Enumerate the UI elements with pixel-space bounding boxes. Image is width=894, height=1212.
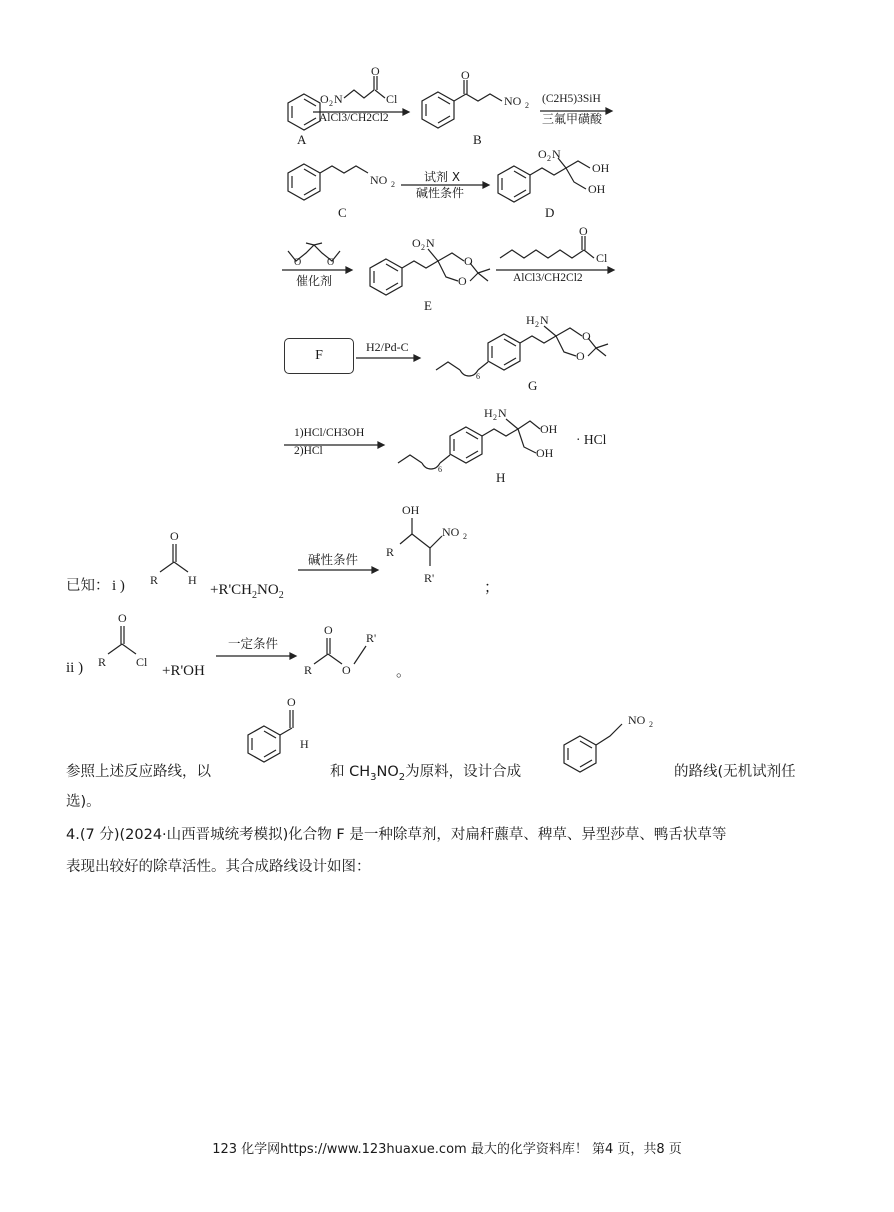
known-ii-condition: 一定条件 <box>228 636 279 651</box>
svg-text:R: R <box>386 545 395 559</box>
compound-a-label: A <box>297 132 307 147</box>
svg-text:O: O <box>579 224 588 238</box>
svg-text:NO: NO <box>504 94 522 108</box>
compound-h-label: H <box>496 470 506 485</box>
design-part2-text: 和 CH <box>330 764 371 780</box>
svg-text:H: H <box>300 737 309 751</box>
svg-text:2: 2 <box>525 101 529 110</box>
design-part2 <box>330 760 521 790</box>
known-i-arrow <box>298 566 378 574</box>
svg-text:O: O <box>461 68 470 82</box>
svg-text:R: R <box>150 573 159 587</box>
svg-text:OH: OH <box>588 182 606 196</box>
svg-text:2: 2 <box>649 720 653 729</box>
known-i-reactant <box>210 578 284 608</box>
svg-text:R': R' <box>366 631 377 645</box>
svg-text:O: O <box>342 663 351 677</box>
svg-text:O: O <box>287 695 296 709</box>
compound-d-structure <box>494 148 624 206</box>
known-i-plus: +R'CH <box>210 582 253 598</box>
svg-text:R: R <box>304 663 313 677</box>
svg-text:N: N <box>334 92 343 106</box>
known-ii-label: ii ) <box>66 660 84 676</box>
known-i-plus-tail-sub: 2 <box>278 590 284 601</box>
compound-g-structure <box>432 312 632 382</box>
compound-e-label: E <box>424 298 432 313</box>
svg-text:O: O <box>320 92 329 106</box>
reagent-dimethoxypropane <box>284 243 344 267</box>
svg-text:O: O <box>118 611 127 625</box>
nitroethylbenzene-structure <box>560 706 670 780</box>
design-part2-tail: NO <box>376 764 399 780</box>
step2-above: (C2H5)3SiH <box>542 93 601 105</box>
svg-text:H: H <box>526 313 535 327</box>
svg-text:R: R <box>98 655 107 669</box>
svg-text:Cl: Cl <box>596 251 608 265</box>
ester-structure <box>302 622 392 678</box>
svg-text:N: N <box>552 147 561 161</box>
svg-text:O: O <box>324 623 333 637</box>
svg-text:N: N <box>498 406 507 420</box>
step5-below: AlCl3/CH2Cl2 <box>513 272 583 284</box>
compound-h-structure <box>394 405 574 473</box>
svg-text:2: 2 <box>493 413 497 422</box>
known-i-plus-sub: 2 <box>252 590 258 601</box>
arrow-f-to-g <box>356 354 420 362</box>
compound-c-label: C <box>338 205 347 220</box>
svg-text:OH: OH <box>592 161 610 175</box>
svg-text:O: O <box>464 254 473 268</box>
known-ii-arrow <box>216 652 296 660</box>
compound-d-label: D <box>545 205 555 220</box>
design-part2-tail-sub: 2 <box>398 771 406 783</box>
svg-text:OH: OH <box>402 503 420 517</box>
svg-text:O: O <box>412 236 421 250</box>
svg-text:H: H <box>188 573 197 587</box>
compound-b-structure <box>418 70 538 132</box>
compound-g-label: G <box>528 378 538 393</box>
svg-text:Cl: Cl <box>136 655 148 669</box>
step1-below: AlCl3/CH2Cl2 <box>319 112 389 124</box>
svg-text:6: 6 <box>438 465 442 474</box>
design-part4: 的路线(无机试剂任 <box>674 764 796 780</box>
known-i-label: i ) <box>112 578 125 594</box>
svg-text:OH: OH <box>536 446 554 460</box>
known-ii-reactant: +R'OH <box>162 663 205 679</box>
step7-line2: 2)HCl <box>294 445 323 457</box>
hcl-salt-label: · HCl <box>576 432 607 447</box>
compound-c-structure <box>284 160 394 204</box>
svg-text:O: O <box>458 274 467 288</box>
compound-b-label: B <box>473 132 482 147</box>
svg-text:NO: NO <box>628 713 646 727</box>
svg-text:2: 2 <box>535 320 539 329</box>
reagent-nitropropanoyl-chloride <box>318 64 408 110</box>
reagent-octanoyl-chloride <box>496 224 616 266</box>
step4-below: 催化剂 <box>296 274 333 288</box>
nitroalcohol-structure <box>384 500 484 590</box>
compound-f-box: F <box>284 338 354 374</box>
compound-e-structure <box>366 235 496 299</box>
known-i-end: ； <box>484 580 500 596</box>
aldehyde-structure <box>148 528 208 588</box>
svg-text:N: N <box>426 236 435 250</box>
svg-text:H: H <box>484 406 493 420</box>
design-part1: 参照上述反应路线，以 <box>66 764 211 780</box>
problem4-line2: 表现出较好的除草活性。其合成路线设计如图： <box>66 859 371 875</box>
step3-above: 试剂 X <box>424 170 461 184</box>
acyl-chloride-structure <box>96 608 160 670</box>
svg-text:2: 2 <box>391 180 395 189</box>
svg-text:OH: OH <box>540 422 558 436</box>
svg-text:NO: NO <box>442 525 460 539</box>
svg-text:O: O <box>327 257 335 268</box>
svg-text:R': R' <box>424 571 435 585</box>
step6-above: H2/Pd-C <box>366 340 409 354</box>
svg-text:2: 2 <box>421 243 425 252</box>
benzaldehyde-structure <box>240 692 320 772</box>
known-i-condition: 碱性条件 <box>308 552 359 567</box>
svg-text:O: O <box>371 64 380 78</box>
svg-text:O: O <box>576 349 585 363</box>
svg-text:6: 6 <box>476 372 480 381</box>
svg-text:O: O <box>294 257 302 268</box>
svg-text:O: O <box>538 147 547 161</box>
svg-text:NO: NO <box>370 173 388 187</box>
svg-text:O: O <box>582 329 591 343</box>
svg-text:N: N <box>540 313 549 327</box>
design-part2-sub: 3 <box>370 771 377 783</box>
page-footer: 123 化学网https://www.123huaxue.com 最大的化学资料库！ 第4 页，共8 页 <box>212 1142 682 1157</box>
svg-text:Cl: Cl <box>386 92 398 106</box>
svg-text:2: 2 <box>547 154 551 163</box>
step2-below: 三氟甲磺酸 <box>542 112 603 126</box>
step7-line1: 1)HCl/CH3OH <box>294 427 365 439</box>
svg-text:2: 2 <box>329 99 333 108</box>
step3-below: 碱性条件 <box>416 186 465 200</box>
design-part3: 为原料，设计合成 <box>405 764 522 780</box>
svg-text:2: 2 <box>463 532 467 541</box>
problem4-line1: 4.(7 分)(2024·山西晋城统考模拟)化合物 F 是一种除草剂，对扁秆藨草、稗草、异型莎草、鸭舌状草等 <box>66 827 727 843</box>
svg-text:O: O <box>170 529 179 543</box>
known-ii-end: 。 <box>396 664 412 680</box>
known-i-plus-tail: NO <box>257 582 279 598</box>
known-intro: 已知： <box>66 578 110 594</box>
design-part5: 选)。 <box>66 794 101 810</box>
